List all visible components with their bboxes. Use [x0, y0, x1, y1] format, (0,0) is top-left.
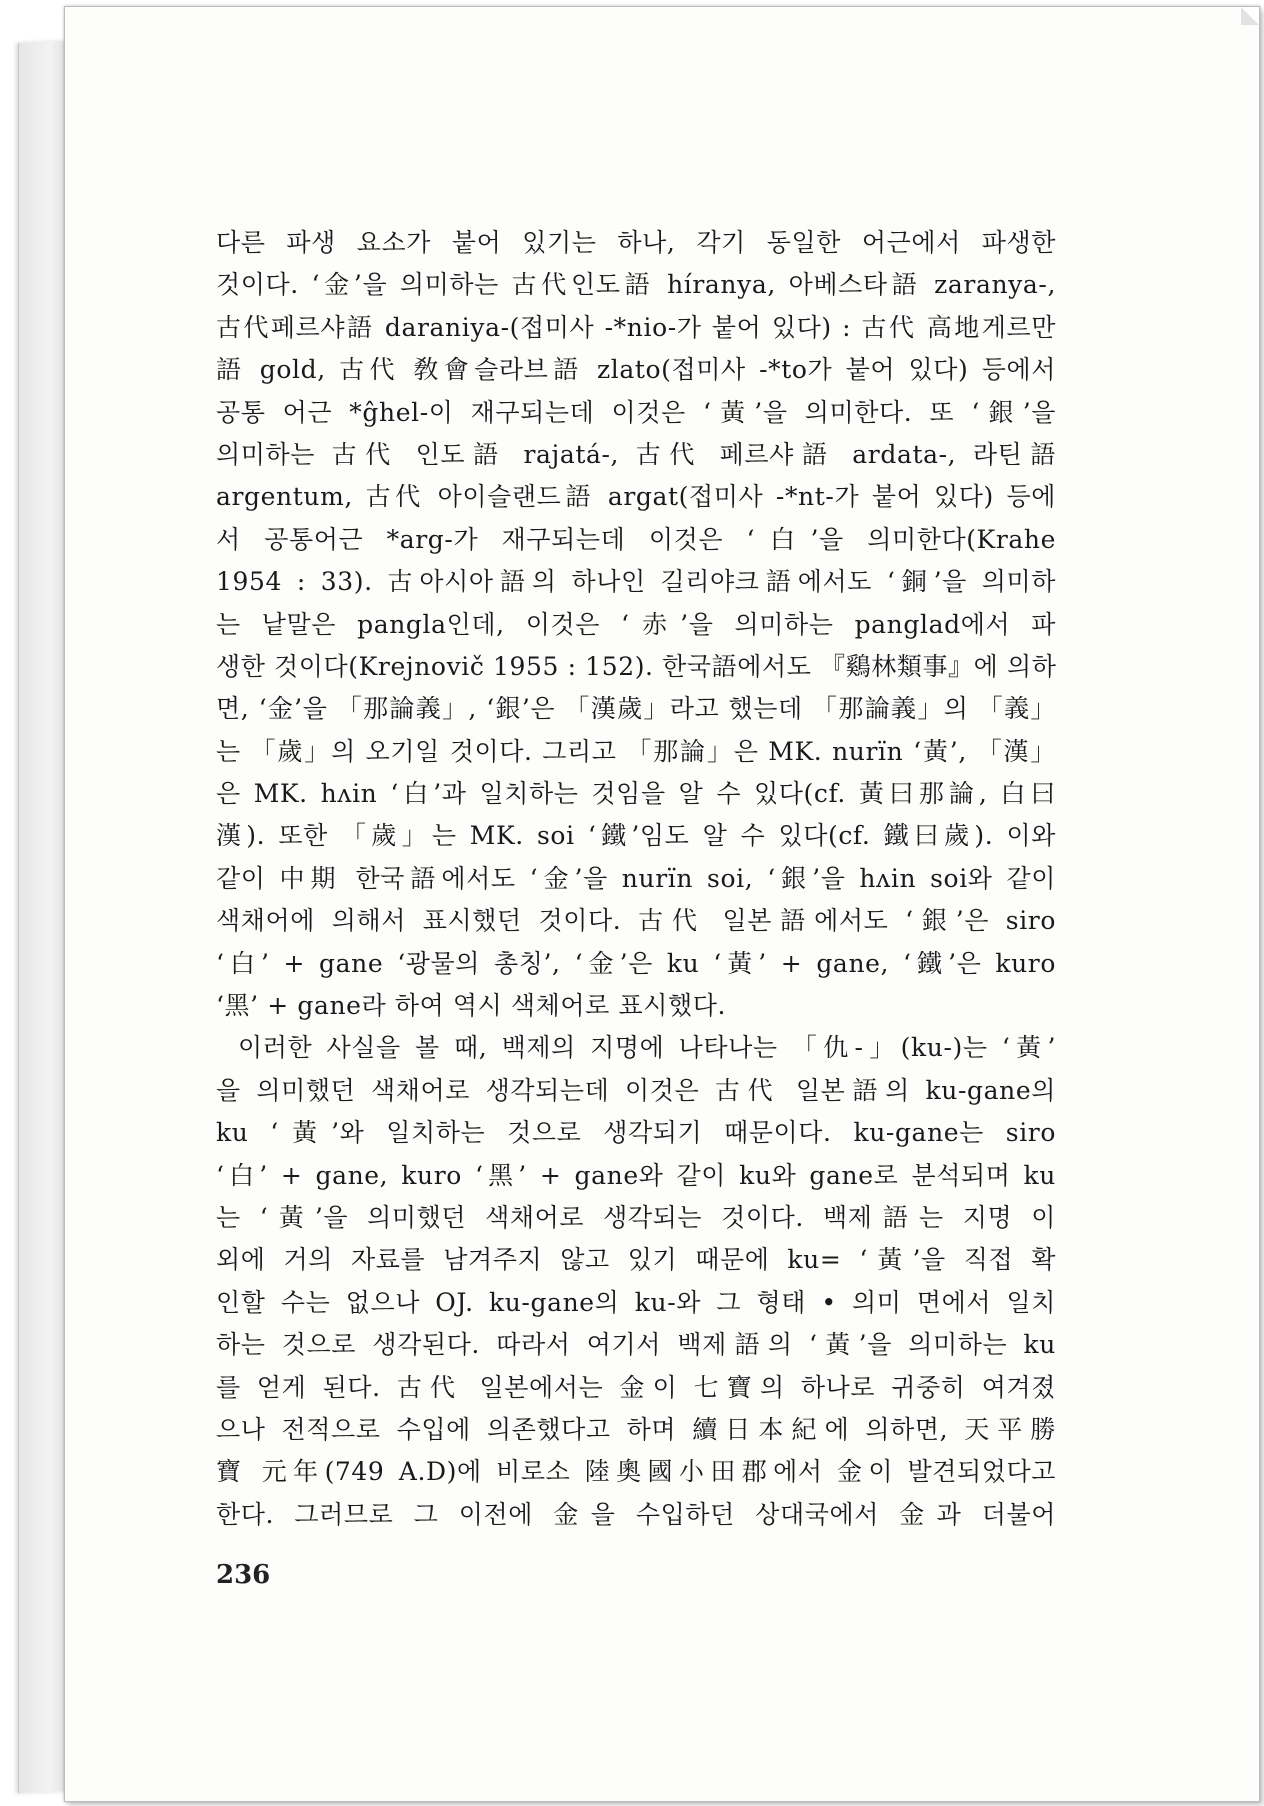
text-line: ku ‘黃’와 일치하는 것으로 생각되기 때문이다. ku-gane는 siro: [216, 1118, 1056, 1148]
text-line: 는 「歲」의 오기일 것이다. 그리고 「那論」은 MK. nurïn ‘黃’, 「漢」: [216, 736, 1056, 766]
text-line: 는 ‘黃’을 의미했던 색채어로 생각되는 것이다. 백제語는 지명 이: [216, 1202, 1056, 1232]
text-line: 은 MK. hʌin ‘白’과 일치하는 것임을 알 수 있다(cf. 黃曰那論, 白曰: [216, 779, 1056, 809]
text-line: 면, ‘金’을 「那論義」, ‘銀’은 「漢歲」라고 했는데 「那論義」의 「義」: [216, 694, 1056, 724]
text-line: 한다. 그러므로 그 이전에 金을 수입하던 상대국에서 金과 더불어: [216, 1499, 1056, 1529]
text-line: 외에 거의 자료를 남겨주지 않고 있기 때문에 ku= ‘黃’을 직접 확: [216, 1245, 1056, 1275]
text-line: 같이 中期 한국語에서도 ‘金’을 nurïn soi, ‘銀’을 hʌin soi와 같이: [216, 863, 1056, 893]
text-line: ‘白’ + gane, kuro ‘黑’ + gane와 같이 ku와 gane로 분석되며 ku: [216, 1160, 1056, 1190]
text-line: 것이다. ‘金’을 의미하는 古代인도語 híranya, 아베스타語 zaranya-,: [216, 270, 1056, 300]
text-line: 공통 어근 *ĝhel-이 재구되는데 이것은 ‘黃’을 의미한다. 또 ‘銀’을: [216, 397, 1056, 427]
text-line: 漢). 또한 「歲」는 MK. soi ‘鐵’임도 알 수 있다(cf. 鐵曰歲). 이와: [216, 821, 1056, 851]
text-line: 寶 元年(749 A.D)에 비로소 陸奧國小田郡에서 金이 발견되었다고: [216, 1457, 1056, 1487]
text-line: 는 낱말은 pangla인데, 이것은 ‘赤’을 의미하는 panglad에서 파: [216, 609, 1056, 639]
text-line: 의미하는 古代 인도語 rajatá-, 古代 페르샤語 ardata-, 라틴語: [216, 439, 1056, 469]
text-line: 을 의미했던 색채어로 생각되는데 이것은 古代 일본語의 ku-gane의: [216, 1075, 1056, 1105]
text-line: 색채어에 의해서 표시했던 것이다. 古代 일본語에서도 ‘銀’은 siro: [216, 906, 1056, 936]
text-line: argentum, 古代 아이슬랜드語 argat(접미사 -*nt-가 붙어 있다) 등에: [216, 482, 1056, 512]
text-line: 語 gold, 古代 敎會슬라브語 zlato(접미사 -*to가 붙어 있다) 등에서: [216, 355, 1056, 385]
text-line: ‘黑’ + gane라 하여 역시 색체어로 표시했다.: [216, 991, 727, 1021]
text-line: 서 공통어근 *arg-가 재구되는데 이것은 ‘白’을 의미한다(Krahe: [216, 524, 1056, 554]
text-line: 1954 : 33). 古아시아語의 하나인 길리야크語에서도 ‘銅’을 의미하: [216, 567, 1056, 597]
text-line: 이러한 사실을 볼 때, 백제의 지명에 나타나는 「仇-」(ku-)는 ‘黃’: [238, 1033, 1056, 1063]
page-number: 236: [216, 1560, 271, 1590]
text-line: 다른 파생 요소가 붙어 있기는 하나, 각기 동일한 어근에서 파생한: [216, 228, 1056, 257]
text-line: 古代페르샤語 daraniya-(접미사 -*nio-가 붙어 있다) : 古代 高地게르만: [216, 312, 1056, 342]
text-line: 를 얻게 된다. 古代 일본에서는 金이 七寶의 하나로 귀중히 여겨졌: [216, 1372, 1056, 1402]
text-line: 으나 전적으로 수입에 의존했다고 하며 續日本紀에 의하면, 天平勝: [216, 1414, 1056, 1444]
text-line: 하는 것으로 생각된다. 따라서 여기서 백제語의 ‘黃’을 의미하는 ku: [216, 1330, 1056, 1360]
body-text: [216, 222, 1056, 1536]
text-line: 생한 것이다(Krejnovič 1955 : 152). 한국語에서도 『鷄林類事』에 의하: [216, 651, 1057, 681]
page-corner-fold: [1241, 7, 1259, 25]
text-line: 인할 수는 없으나 OJ. ku-gane의 ku-와 그 형태 • 의미 면에서 일치: [216, 1287, 1056, 1317]
text-line: ‘白’ + gane ‘광물의 총칭’, ‘金’은 ku ‘黃’ + gane, ‘鐵’은 kuro: [216, 948, 1056, 978]
